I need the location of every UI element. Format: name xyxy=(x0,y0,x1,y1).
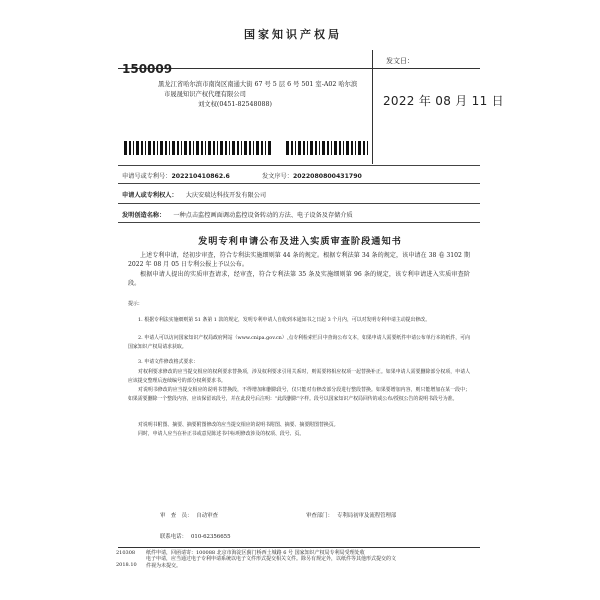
barcode-right xyxy=(286,141,370,155)
notice-paragraph-2: 根据申请人提出的实质审查请求，经审查，符合专利法第 35 条及实施细则第 96 条的规定，该专利申请进入实质审查阶段。 xyxy=(128,271,470,288)
note-item-3a: 对权利要求修改的应当提交相应的权利要求替换项，涉及权利要求引用关系时，则需要将相应权项一起替换补正。如果申请人需要删除部分权项，申请人应该提交整理后连续编号的部分权利要求书。 xyxy=(128,369,470,384)
mailing-line-1: 纸件申请，回函请寄：100088 北京市海淀区蓟门桥西土城路 6 号 国家知识产权局专利局受理处收 xyxy=(146,550,365,556)
table-rule xyxy=(118,203,480,204)
invention-label: 发明创造名称： xyxy=(122,212,166,219)
office-title: 国家知识产权局 xyxy=(244,28,342,41)
note-item-3d: 同时，申请人应当在补正书或意见陈述书中标明修改涉及的权项、段号、页。 xyxy=(138,431,305,437)
header xyxy=(0,22,600,48)
dispatch-date: 2022 年 08 月 11 日 xyxy=(383,94,504,108)
examiner-label: 审 查 员： xyxy=(160,513,193,519)
note-item-3: 3. 申请文件修改格式要求： xyxy=(138,359,199,365)
notice-title: 发明专利申请公布及进入实质审查阶段通知书 xyxy=(198,236,402,247)
applicant-label: 申请人或专利权人： xyxy=(122,192,178,199)
note-item-1: 1. 根据专利法实施细则第 51 条第 1 款的规定，发明专利申请人自收到本通知书之日起 3 个月内，可以对发明专利申请主动提出修改。 xyxy=(138,317,431,323)
department-label: 审查部门： xyxy=(306,513,333,519)
header-divider xyxy=(372,50,373,164)
application-number: 202210410862.6 xyxy=(171,173,230,180)
application-number-label: 申请号或专利号： xyxy=(122,173,172,180)
note-item-3b: 对说明书修改的应当提交相应的说明书替换段，不得增加和删除段号，仅只能对有修改部分段进行整段替换。如果要增加内容，则只能增加在某一段中；如果需要删除一个整段内容，应该保留该段号，并在此段号后注明：“此段删除”字样。段号以国家知识产权局回传的或公布/授权公告的说明书段号为准。 xyxy=(128,387,470,402)
note-item-2: 2. 申请人可以访问国家知识产权局政府网站（www.cnipa.gov.cn）,点专利检索栏目中查询公布文本，如果申请人需要纸件申请公布单行本的纸件，可向国家知识产权局请求获取。 xyxy=(128,335,470,350)
table-rule xyxy=(118,222,480,223)
department-row xyxy=(306,511,396,519)
applicant-row xyxy=(122,190,266,199)
application-number-row xyxy=(122,171,230,180)
postcode: 150009 xyxy=(122,62,173,76)
form-date: 2018.10 xyxy=(116,562,137,568)
bottom-rule xyxy=(118,547,480,548)
contact-line: 刘文权(0451-82548088) xyxy=(198,101,273,108)
mailing-line-3: 件视为未提交。 xyxy=(146,562,182,569)
address-line-2: 市晟晟知识产权代理有限公司 xyxy=(164,91,246,98)
mailing-line-2: 电子申请，应当通过电子专利申请系统以电子文件形式提交相关文件。除另有规定外，以纸件等其他形式提交的文 xyxy=(146,556,397,563)
phone-row xyxy=(160,532,231,540)
notes-heading: 提示： xyxy=(128,301,143,307)
invention-row xyxy=(122,210,353,219)
form-number: 210308 xyxy=(116,550,136,556)
table-rule xyxy=(118,165,480,166)
address-line-1: 黑龙江省哈尔滨市南岗区南通大街 67 号 5 层 6 号 501 室-A02 哈尔滨 xyxy=(158,81,358,88)
barcode-left xyxy=(124,141,273,155)
examiner-row xyxy=(160,511,218,519)
invention-title: 一种点击监控画面调动监控设备转动的方法、电子设备及存储介质 xyxy=(173,212,353,219)
mailing-instruction xyxy=(146,550,396,569)
document-serial-row xyxy=(262,171,362,180)
header-rule xyxy=(118,68,480,69)
phone-number: 010-62356655 xyxy=(190,534,231,540)
phone-label: 联系电话： xyxy=(160,534,187,540)
examiner-name: 自动审查 xyxy=(196,513,218,519)
department-name: 专利局初审及流程管理部 xyxy=(336,513,397,519)
recipient-address xyxy=(158,80,368,110)
document-serial-label: 发文序号： xyxy=(262,173,293,180)
table-rule xyxy=(118,183,480,184)
applicant-name: 大庆安瑞达科技开发有限公司 xyxy=(185,192,267,199)
notice-paragraph-1: 上述专利申请，经初步审查，符合专利法实施细则第 44 条的规定。根据专利法第 34 条的规定，该申请在 38 卷 3102 期 2022 年 08 月 05 日专利公报上予以公布。 xyxy=(128,252,470,269)
document-serial: 2022080800431790 xyxy=(292,173,362,180)
note-item-3c: 对说明书附图、摘要、摘要附图修改的应当提交相应的说明书附图、摘要、摘要附图替换页。 xyxy=(138,422,339,428)
dispatch-date-label: 发文日： xyxy=(386,57,414,65)
